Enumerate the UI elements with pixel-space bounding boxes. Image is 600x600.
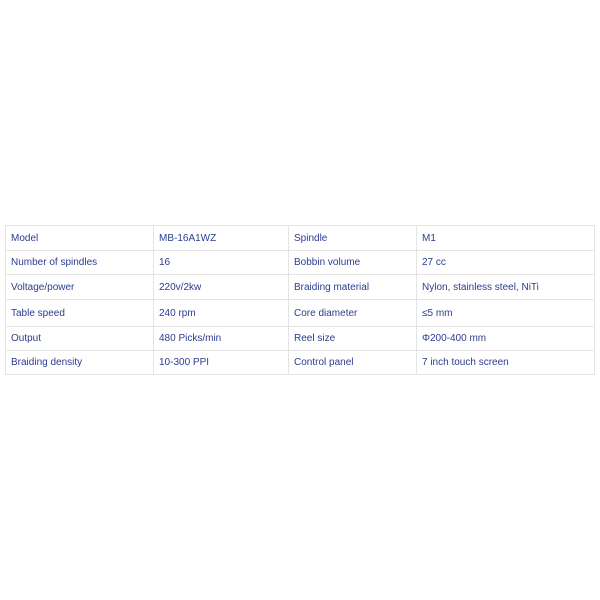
table-row xyxy=(6,251,595,275)
spec-label: Number of spindles xyxy=(6,251,154,275)
spec-label: Bobbin volume xyxy=(289,251,417,275)
spec-label: Table speed xyxy=(6,300,154,327)
table-row xyxy=(6,327,595,351)
spec-value: 240 rpm xyxy=(154,300,289,327)
table-row xyxy=(6,275,595,300)
spec-label: Model xyxy=(6,226,154,251)
spec-label: Braiding material xyxy=(289,275,417,300)
spec-value: ≤5 mm xyxy=(417,300,595,327)
spec-value: 10-300 PPI xyxy=(154,351,289,375)
table-row xyxy=(6,351,595,375)
spec-value: MB-16A1WZ xyxy=(154,226,289,251)
spec-value: M1 xyxy=(417,226,595,251)
spec-value: Nylon, stainless steel, NiTi xyxy=(417,275,595,300)
spec-label: Output xyxy=(6,327,154,351)
spec-label: Braiding density xyxy=(6,351,154,375)
spec-label: Voltage/power xyxy=(6,275,154,300)
spec-value: 220v/2kw xyxy=(154,275,289,300)
spec-value: Φ200-400 mm xyxy=(417,327,595,351)
spec-label: Control panel xyxy=(289,351,417,375)
spec-value: 480 Picks/min xyxy=(154,327,289,351)
spec-label: Reel size xyxy=(289,327,417,351)
spec-value: 16 xyxy=(154,251,289,275)
spec-value: 7 inch touch screen xyxy=(417,351,595,375)
table-row xyxy=(6,226,595,251)
spec-table xyxy=(5,225,595,375)
spec-label: Core diameter xyxy=(289,300,417,327)
spec-value: 27 cc xyxy=(417,251,595,275)
table-row xyxy=(6,300,595,327)
spec-label: Spindle xyxy=(289,226,417,251)
